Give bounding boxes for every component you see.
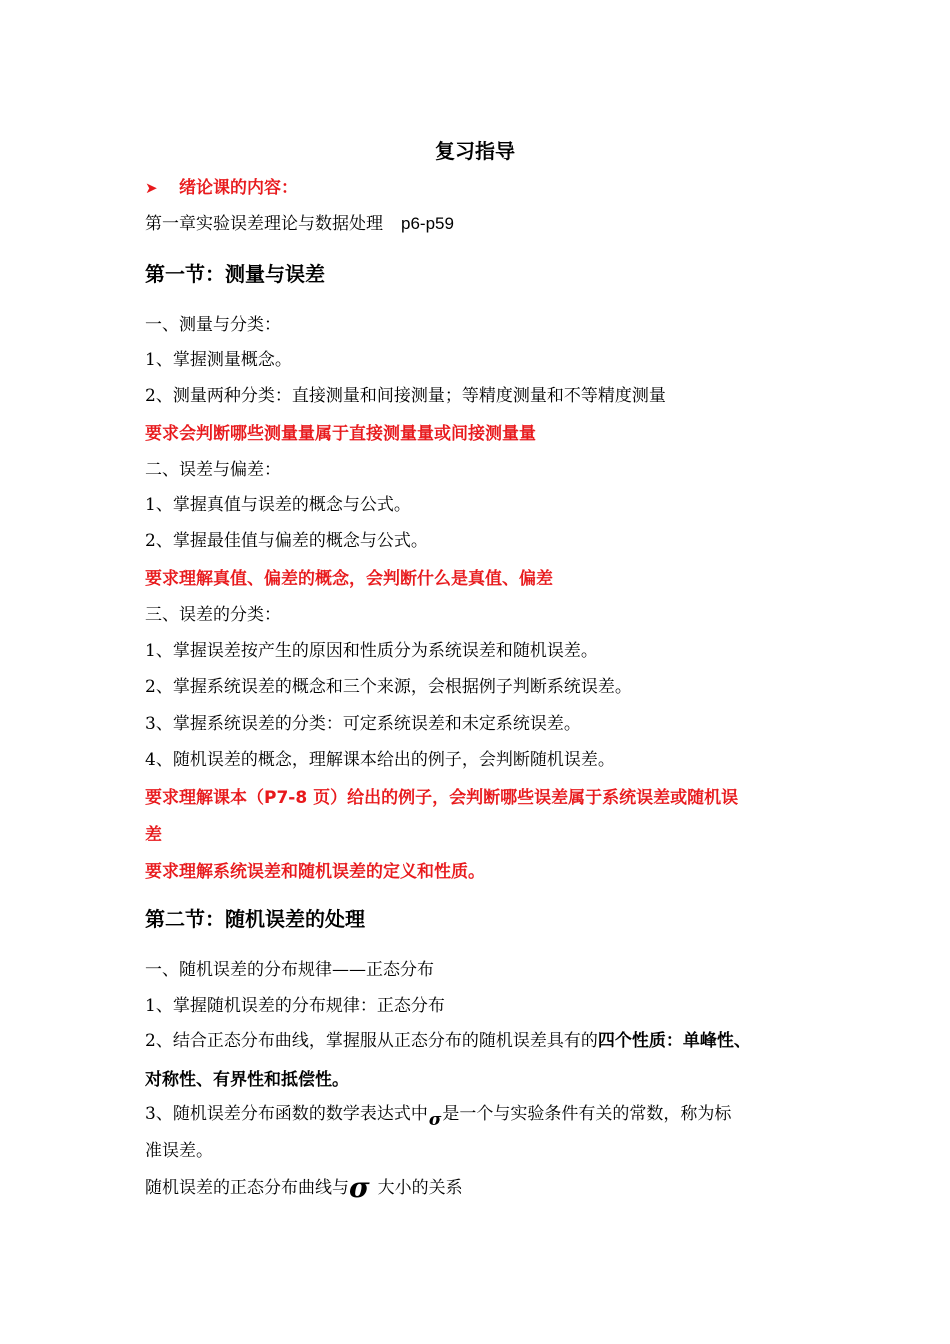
s1-requirement-4: 要求理解系统误差和随机误差的定义和性质。 xyxy=(145,862,485,882)
s1-line-9: 三、误差的分类： xyxy=(145,605,281,625)
s1-requirement-3-cont: 差 xyxy=(145,825,162,845)
s1-requirement-3: 要求理解课本（P7-8 页）给出的例子，会判断哪些误差属于系统误差或随机误 xyxy=(145,788,739,808)
sigma-symbol-small: σ xyxy=(428,1110,442,1130)
s2-line-7-text-a: 随机误差的正态分布曲线与 xyxy=(145,1178,349,1198)
s2-line-5 xyxy=(145,1103,731,1131)
chapter-title: 第一章实验误差理论与数据处理 xyxy=(145,214,383,234)
s2-line-5-text-a: 3、随机误差分布函数的数学表达式中 xyxy=(145,1104,428,1124)
s2-line-7 xyxy=(145,1171,463,1204)
s2-line-7-text-b: 大小的关系 xyxy=(377,1178,463,1198)
s1-line-7: 2、掌握最佳值与偏差的概念与公式。 xyxy=(145,531,428,551)
s2-line-3 xyxy=(145,1030,751,1052)
s2-line-6: 准误差。 xyxy=(145,1141,213,1161)
s2-line-3-bold: 四个性质：单峰性、 xyxy=(597,1031,751,1051)
s1-line-1: 一、测量与分类： xyxy=(145,315,281,335)
arrow-bullet-icon: ➤ xyxy=(145,179,158,197)
chapter-pages: p6-p59 xyxy=(401,214,454,233)
s1-line-11: 2、掌握系统误差的概念和三个来源，会根据例子判断系统误差。 xyxy=(145,677,632,697)
s2-line-4: 对称性、有界性和抵偿性。 xyxy=(145,1070,349,1090)
s1-line-13: 4、随机误差的概念，理解课本给出的例子，会判断随机误差。 xyxy=(145,750,615,770)
s2-line-3-text: 2、结合正态分布曲线，掌握服从正态分布的随机误差具有的 xyxy=(145,1031,598,1051)
page-title: 复习指导 xyxy=(435,139,515,163)
intro-heading: 绪论课的内容： xyxy=(179,178,298,198)
s1-line-12: 3、掌握系统误差的分类：可定系统误差和未定系统误差。 xyxy=(145,714,581,734)
s1-line-6: 1、掌握真值与误差的概念与公式。 xyxy=(145,495,411,515)
sigma-symbol-large: σ xyxy=(349,1171,370,1204)
section1-heading: 第一节：测量与误差 xyxy=(145,262,325,286)
s2-line-2: 1、掌握随机误差的分布规律：正态分布 xyxy=(145,996,445,1016)
intro-heading-line xyxy=(145,177,298,199)
s1-line-5: 二、误差与偏差： xyxy=(145,460,281,480)
s2-line-5-text-b: 是一个与实验条件有关的常数，称为标 xyxy=(442,1104,732,1124)
s1-line-2: 1、掌握测量概念。 xyxy=(145,350,292,370)
s1-line-3: 2、测量两种分类：直接测量和间接测量；等精度测量和不等精度测量 xyxy=(145,386,666,406)
chapter-line xyxy=(145,213,454,235)
s1-line-10: 1、掌握误差按产生的原因和性质分为系统误差和随机误差。 xyxy=(145,641,598,661)
section2-heading: 第二节：随机误差的处理 xyxy=(145,907,365,931)
s1-requirement-1: 要求会判断哪些测量量属于直接测量量或间接测量量 xyxy=(145,424,536,444)
s2-line-1: 一、随机误差的分布规律——正态分布 xyxy=(145,960,434,980)
s1-requirement-2: 要求理解真值、偏差的概念，会判断什么是真值、偏差 xyxy=(145,569,553,589)
